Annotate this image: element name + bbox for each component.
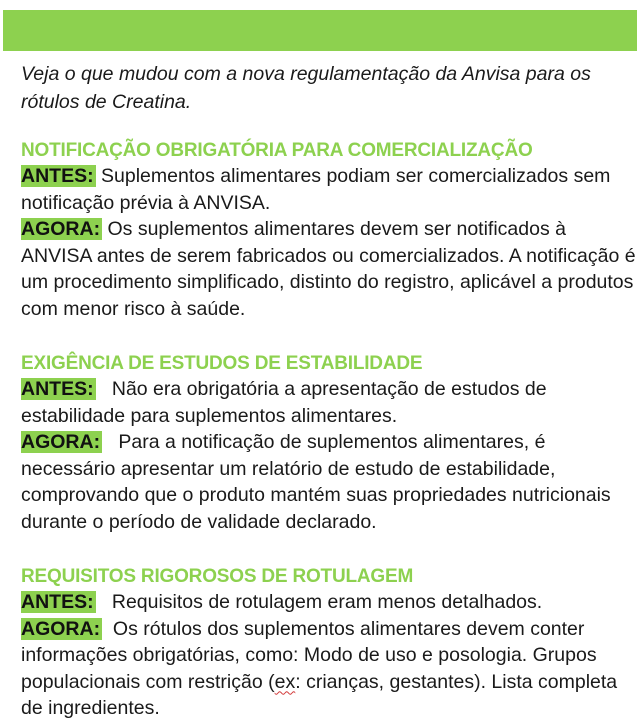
section-rotulagem — [21, 565, 636, 722]
intro-text: Veja o que mudou com a nova regulamentação da Anvisa para os rótulos de Creatina. — [21, 63, 591, 113]
agora-label: AGORA: — [21, 617, 101, 640]
antes-text: Não era obrigatória a apresentação de estudos de estabilidade para suplementos alimentares. — [21, 378, 547, 427]
antes-paragraph — [21, 589, 636, 616]
antes-paragraph — [21, 163, 636, 216]
agora-text-part-1: Os rótulos dos suplementos alimentares devem conter informações obrigatórias, como: Modo de uso e posologia. Grupos populacionais com restrição ( — [21, 617, 597, 693]
top-banner-bar — [3, 10, 637, 51]
antes-text: Requisitos de rotulagem eram menos detalhados. — [111, 591, 543, 613]
section-heading: NOTIFICAÇÃO OBRIGATÓRIA PARA COMERCIALIZAÇÃO — [21, 140, 533, 161]
antes-label: ANTES: — [21, 165, 94, 187]
antes-label: ANTES: — [21, 378, 94, 400]
agora-text: Para a notificação de suplementos alimentares, é necessário apresentar um relatório de estudo de estabilidade, comprovando que o produto mantém suas propriedades nutricionais durante o período de validade declarado. — [21, 431, 611, 533]
antes-text: Suplementos alimentares podiam ser comercializados sem notificação prévia à ANVISA. — [21, 165, 611, 214]
antes-label: ANTES: — [21, 591, 94, 613]
spellcheck-word: ex — [274, 670, 296, 693]
agora-text: Os suplementos alimentares devem ser notificados à ANVISA antes de serem fabricados ou comercializados. A notificação é um procedimento simplificado, distinto do registro, aplicável a produtos com menor risco à saúde. — [21, 218, 636, 320]
agora-paragraph — [21, 616, 636, 722]
agora-text-part-2: : crianças, gestantes). Lista completa de ingredientes. — [21, 670, 618, 719]
agora-paragraph — [21, 216, 636, 322]
agora-label: AGORA: — [21, 431, 101, 453]
section-heading: REQUISITOS RIGOROSOS DE ROTULAGEM — [21, 566, 414, 587]
antes-paragraph — [21, 376, 636, 429]
agora-paragraph — [21, 429, 636, 535]
section-heading: EXIGÊNCIA DE ESTUDOS DE ESTABILIDADE — [21, 353, 423, 374]
section-estabilidade — [21, 352, 636, 535]
agora-label: AGORA: — [21, 218, 101, 240]
section-notificacao — [21, 139, 636, 322]
